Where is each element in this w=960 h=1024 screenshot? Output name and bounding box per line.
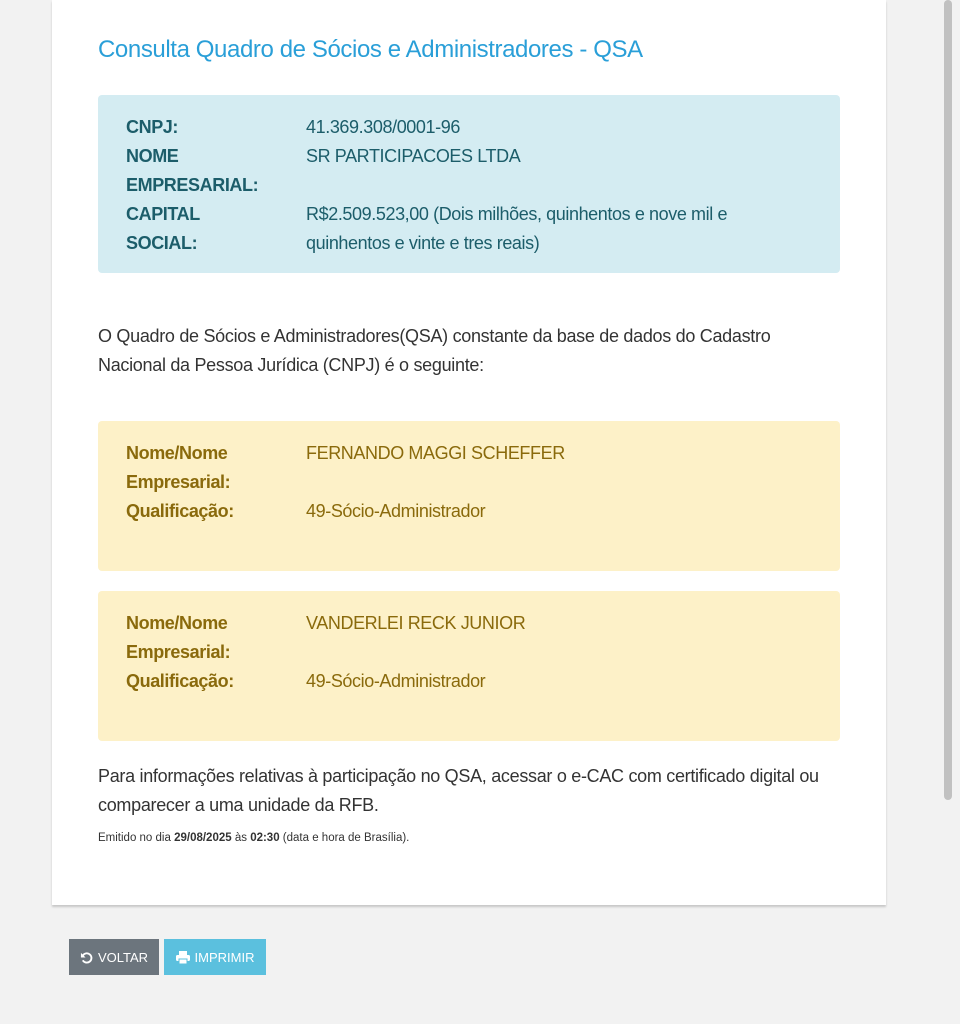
qsa-card [52,0,886,905]
company-name: SR PARTICIPACOES LTDA [306,146,521,166]
emitted-mid: às [231,832,251,844]
name-label: NOME [126,146,179,166]
partner-qual: 49-Sócio-Administrador [306,671,486,691]
partner-box [98,421,840,571]
partner-qual: 49-Sócio-Administrador [306,501,486,521]
name-label-2: EMPRESARIAL: [126,175,259,195]
print-label: IMPRIMIR [194,949,255,965]
partner-name-label-2: Empresarial: [126,642,231,662]
capital-value: R$2.509.523,00 (Dois milhões, quinhentos e nove mil e [306,204,728,224]
partner-box [98,591,840,741]
cnpj-label: CNPJ: [126,117,179,137]
emitted-prefix: Emitido no dia [98,832,175,844]
back-label: VOLTAR [97,949,149,965]
partner-name-label: Nome/Nome [126,443,228,463]
partner-name-label-2: Empresarial: [126,472,231,492]
partner-qual-label: Qualificação: [126,671,234,691]
undo-icon [80,951,93,964]
partner-qual-label: Qualificação: [126,501,234,521]
page-title: Consulta Quadro de Sócios e Administradores - QSA [98,36,643,63]
capital-value-2: quinhentos e vinte e tres reais) [306,233,540,253]
partner-name: VANDERLEI RECK JUNIOR [306,613,526,633]
emitted-date: 29/08/2025 [174,832,232,844]
company-info-box [98,95,840,273]
partner-name: FERNANDO MAGGI SCHEFFER [306,443,565,463]
print-button[interactable] [164,939,266,975]
footer-note: Para informações relativas à participação no QSA, acessar o e-CAC com certificado digital ou comparecer a uma unidade da RFB. [98,766,819,815]
printer-icon [176,951,190,964]
emitted-time: 02:30 [250,832,280,844]
intro-text: O Quadro de Sócios e Administradores(QSA) constante da base de dados do Cadastro Nacional da Pessoa Jurídica (CNPJ) é o seguinte: [98,326,771,375]
partner-name-label: Nome/Nome [126,613,228,633]
capital-label: CAPITAL [126,204,200,224]
capital-label-2: SOCIAL: [126,233,198,253]
emitted-suffix: (data e hora de Brasília). [279,832,410,844]
scrollbar[interactable] [944,0,952,800]
emitted-text [98,832,409,844]
cnpj-value: 41.369.308/0001-96 [306,117,460,137]
back-button[interactable] [69,939,159,975]
